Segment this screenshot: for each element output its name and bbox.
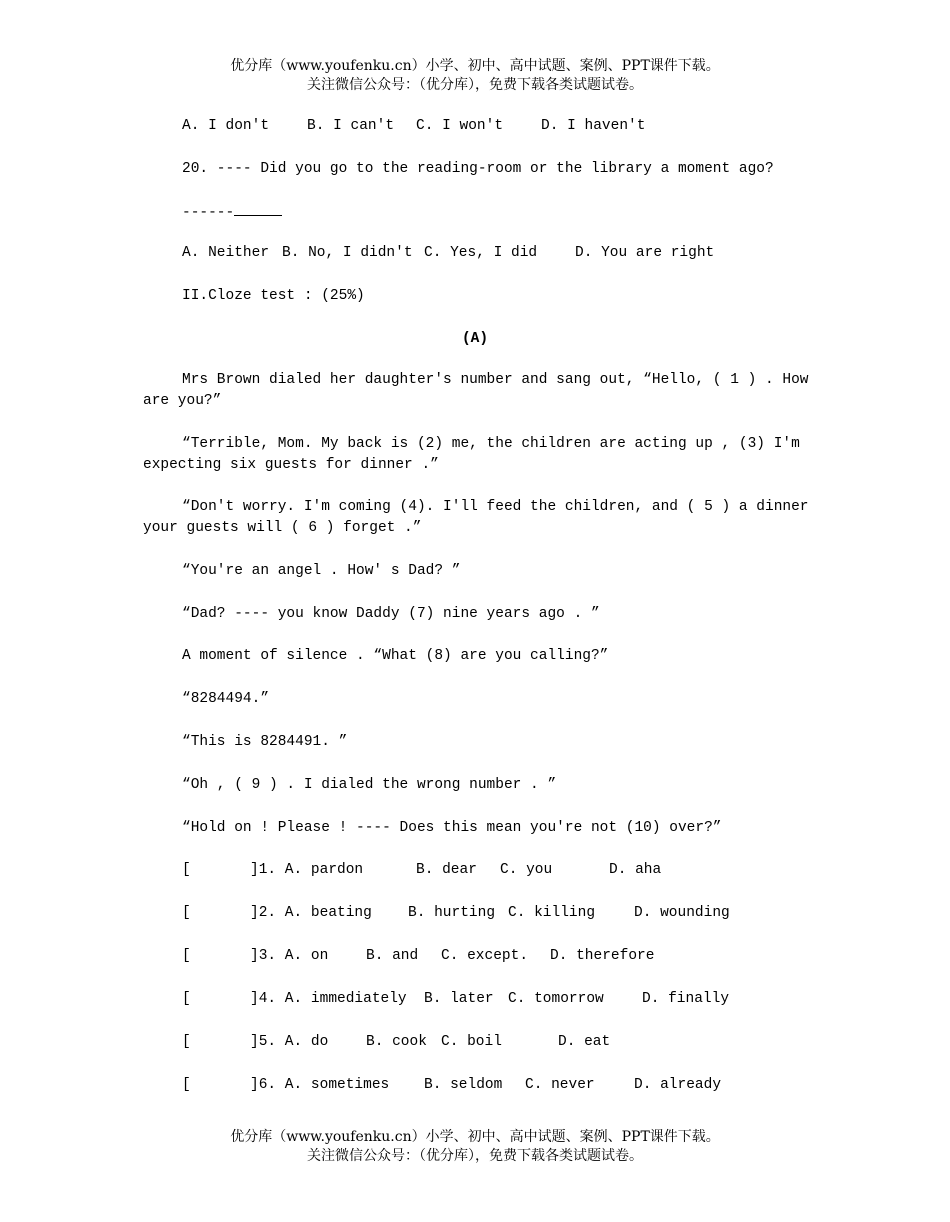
choice-row	[182, 989, 882, 1009]
footer-line-2: 关注微信公众号：（优分库），免费下载各类试题试卷。	[307, 1148, 643, 1164]
choice-option-b: B. and	[366, 948, 419, 964]
passage-p8: “This is 8284491. ”	[182, 734, 348, 750]
choice-option-b: B. dear	[416, 862, 477, 878]
choice-option-b: B. later	[424, 991, 494, 1007]
q19-option-c: C. I won't	[416, 118, 504, 134]
header-line-2: 关注微信公众号：（优分库），免费下载各类试题试卷。	[307, 77, 643, 93]
q20-option-d: D. You are right	[575, 245, 715, 261]
choice-option-d: D. therefore	[550, 948, 655, 964]
choice-option-d: D. aha	[609, 862, 662, 878]
choice-option-c: C. except.	[441, 948, 529, 964]
q20-answer-prefix: ------	[182, 205, 235, 221]
part-heading: (A)	[461, 331, 489, 347]
q20-question: 20. ---- Did you go to the reading-room or the library a moment ago?	[182, 161, 774, 177]
passage-p2-line2: expecting six guests for dinner .”	[143, 457, 439, 473]
q20-option-b: B. No, I didn't	[282, 245, 413, 261]
choice-bracket: [	[182, 1034, 191, 1050]
choice-bracket: [	[182, 1077, 191, 1093]
choice-bracket: [	[182, 862, 191, 878]
choice-option-a: ]5. A. do	[250, 1034, 329, 1050]
passage-p10: “Hold on ! Please ! ---- Does this mean you're not (10) over?”	[182, 820, 722, 836]
choice-option-d: D. wounding	[634, 905, 730, 921]
choice-row	[182, 903, 882, 923]
q20-answer-blank	[234, 201, 282, 216]
q20-option-a: A. Neither	[182, 245, 270, 261]
choice-option-d: D. finally	[642, 991, 730, 1007]
choice-bracket: [	[182, 948, 191, 964]
choice-row	[182, 860, 882, 880]
passage-p6: A moment of silence . “What (8) are you calling?”	[182, 648, 609, 664]
choice-option-c: C. never	[525, 1077, 595, 1093]
q20-option-c: C. Yes, I did	[424, 245, 538, 261]
section-title: II.Cloze test : (25%)	[182, 288, 365, 304]
choice-option-a: ]2. A. beating	[250, 905, 372, 921]
choice-row	[182, 1075, 882, 1095]
choice-option-c: C. tomorrow	[508, 991, 604, 1007]
choice-option-c: C. boil	[441, 1034, 502, 1050]
choice-option-a: ]3. A. on	[250, 948, 329, 964]
passage-p2-line1: “Terrible, Mom. My back is (2) me, the children are acting up , (3) I'm	[182, 436, 800, 452]
choice-option-b: B. cook	[366, 1034, 427, 1050]
passage-p1-line1: Mrs Brown dialed her daughter's number and sang out, “Hello, ( 1 ) . How	[182, 372, 809, 388]
choice-option-b: B. seldom	[424, 1077, 503, 1093]
passage-p4: “You're an angel . How' s Dad? ”	[182, 563, 461, 579]
q19-options	[182, 116, 882, 136]
passage-p7: “8284494.”	[182, 691, 270, 707]
choice-bracket: [	[182, 991, 191, 1007]
header-line-1: 优分库（www.youfenku.cn）小学、初中、高中试题、案例、PPT课件下载。	[230, 58, 720, 74]
passage-p1-line2: are you?”	[143, 393, 222, 409]
q19-option-b: B. I can't	[307, 118, 395, 134]
choice-option-d: D. eat	[558, 1034, 611, 1050]
q20-answer-line	[182, 201, 282, 223]
choice-bracket: [	[182, 905, 191, 921]
choice-option-d: D. already	[634, 1077, 722, 1093]
footer-line-1: 优分库（www.youfenku.cn）小学、初中、高中试题、案例、PPT课件下载。	[230, 1129, 720, 1145]
q19-option-a: A. I don't	[182, 118, 270, 134]
choice-option-a: ]1. A. pardon	[250, 862, 364, 878]
passage-p9: “Oh , ( 9 ) . I dialed the wrong number . ”	[182, 777, 557, 793]
passage-p3-line1: “Don't worry. I'm coming (4). I'll feed the children, and ( 5 ) a dinner	[182, 499, 809, 515]
q19-option-d: D. I haven't	[541, 118, 646, 134]
choice-option-c: C. killing	[508, 905, 596, 921]
passage-p5: “Dad? ---- you know Daddy (7) nine years ago . ”	[182, 606, 600, 622]
choice-row	[182, 946, 882, 966]
choice-option-a: ]6. A. sometimes	[250, 1077, 390, 1093]
q20-options	[182, 243, 882, 263]
choice-option-a: ]4. A. immediately	[250, 991, 407, 1007]
passage-p3-line2: your guests will ( 6 ) forget .”	[143, 520, 422, 536]
choice-row	[182, 1032, 882, 1052]
choice-option-b: B. hurting	[408, 905, 496, 921]
choice-option-c: C. you	[500, 862, 553, 878]
